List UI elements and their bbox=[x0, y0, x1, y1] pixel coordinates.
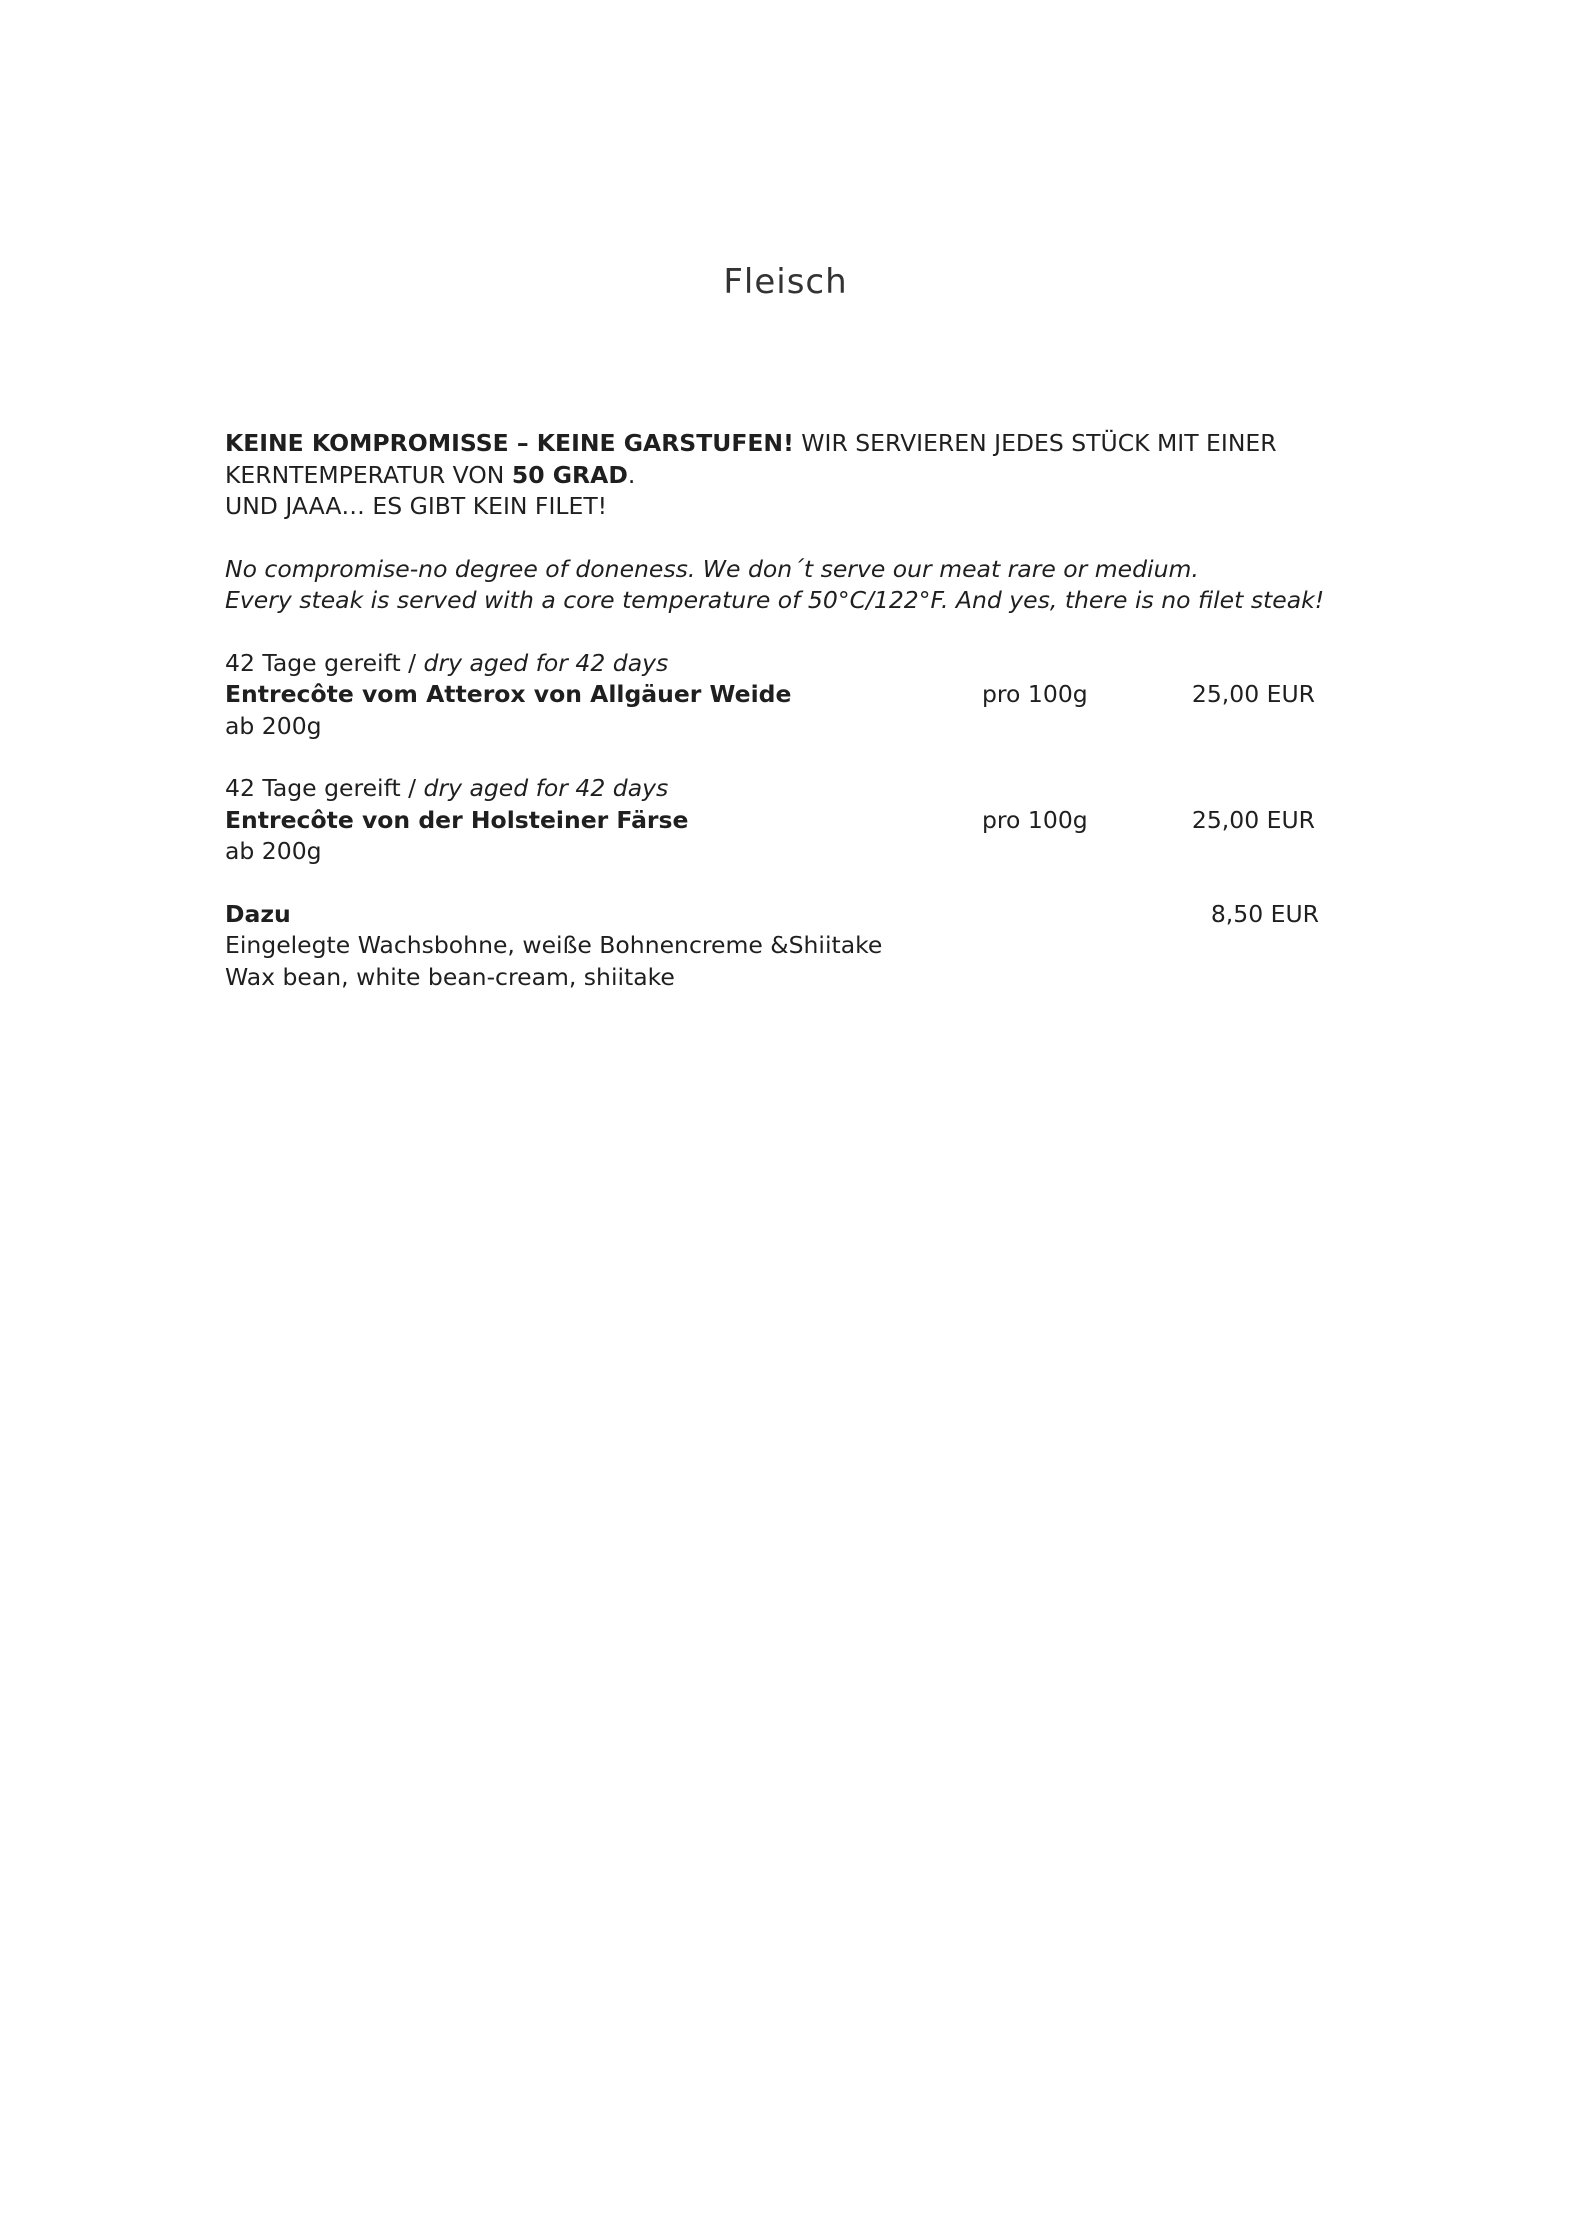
item-min-weight: ab 200g bbox=[225, 837, 322, 865]
item-row bbox=[225, 679, 1355, 711]
side-name: Dazu bbox=[225, 899, 291, 928]
item-aging-de: 42 Tage gereift / bbox=[225, 774, 424, 802]
intro-statement-rest: WIR SERVIEREN JEDES STÜCK MIT EINER bbox=[793, 429, 1277, 457]
item-name: Entrecôte vom Atterox von Allgäuer Weide bbox=[225, 680, 792, 708]
item-aging-de: 42 Tage gereift / bbox=[225, 648, 424, 677]
side-desc-en: Wax bean, white bean-cream, shiitake bbox=[225, 962, 675, 991]
side-price: 8,50 EUR bbox=[1210, 899, 1319, 928]
page-title: Fleisch bbox=[723, 262, 848, 302]
item-unit: pro 100g bbox=[982, 680, 1088, 708]
side-desc-de: Eingelegte Wachsbohne, weiße Bohnencreme &Shiitake bbox=[225, 931, 883, 959]
item-aging-en: dry aged for 42 days bbox=[423, 648, 669, 677]
side-row bbox=[225, 899, 1355, 931]
item-aging bbox=[225, 648, 1355, 680]
menu-content bbox=[225, 428, 1355, 993]
intro-en-line-1: No compromise-no degree of doneness. We don´t serve our meat rare or medium. bbox=[225, 554, 1199, 583]
intro-temp-value: 50 GRAD bbox=[511, 460, 628, 489]
intro-line-3: UND JAAA… ES GIBT KEIN FILET! bbox=[225, 492, 608, 520]
item-aging bbox=[225, 773, 1355, 805]
menu-item-2 bbox=[225, 773, 1355, 868]
item-min-weight: ab 200g bbox=[225, 711, 322, 740]
side-dish bbox=[225, 899, 1355, 994]
item-name: Entrecôte von der Holsteiner Färse bbox=[225, 805, 689, 834]
item-row bbox=[225, 805, 1355, 837]
intro-bold-statement: KEINE KOMPROMISSE – KEINE GARSTUFEN! bbox=[225, 429, 794, 457]
menu-item-1 bbox=[225, 648, 1355, 743]
intro-en-line-2: Every steak is served with a core temperature of 50°C/122°F. And yes, there is no filet steak! bbox=[225, 586, 1325, 614]
item-unit: pro 100g bbox=[982, 805, 1088, 834]
intro-temp-post: . bbox=[627, 460, 636, 489]
item-price: 25,00 EUR bbox=[1191, 680, 1315, 708]
intro-line-1 bbox=[225, 428, 1355, 460]
intro-line-2 bbox=[225, 460, 1355, 492]
item-price: 25,00 EUR bbox=[1191, 805, 1315, 834]
item-aging-en: dry aged for 42 days bbox=[423, 774, 669, 802]
intro-temp-pre: KERNTEMPERATUR VON bbox=[225, 460, 512, 489]
